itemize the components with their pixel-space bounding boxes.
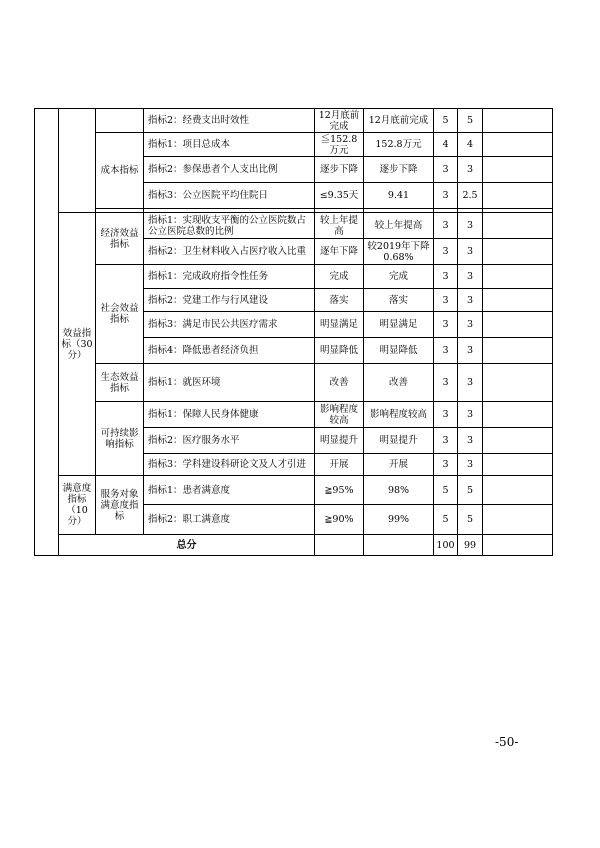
note-cell bbox=[483, 338, 553, 364]
indicator-cell: 指标2：职工满意度 bbox=[144, 505, 315, 535]
indicator-cell: 指标1：完成政府指令性任务 bbox=[144, 265, 315, 289]
weight-cell: 5 bbox=[434, 505, 458, 535]
score-cell: 3 bbox=[458, 428, 483, 454]
weight-cell: 3 bbox=[434, 312, 458, 338]
score-cell: 3 bbox=[458, 213, 483, 239]
subgroup-label-sustainable: 可持续影响指标 bbox=[96, 402, 144, 476]
table-row bbox=[35, 109, 553, 133]
note-cell bbox=[483, 364, 553, 402]
indicator-cell: 指标3：学科建设科研论文及人才引进 bbox=[144, 454, 315, 476]
indicator-cell: 指标1：保障人民身体健康 bbox=[144, 402, 315, 428]
target-cell bbox=[315, 535, 364, 556]
target-cell: 落实 bbox=[315, 289, 364, 312]
weight-cell: 3 bbox=[434, 183, 458, 209]
actual-cell: 改善 bbox=[364, 364, 434, 402]
score-cell: 3 bbox=[458, 402, 483, 428]
target-cell: 开展 bbox=[315, 454, 364, 476]
indicator-cell: 指标2：卫生材料收入占医疗收入比重 bbox=[144, 239, 315, 265]
actual-cell: 98% bbox=[364, 476, 434, 505]
weight-cell: 3 bbox=[434, 265, 458, 289]
note-cell bbox=[483, 454, 553, 476]
target-cell: ≧90% bbox=[315, 505, 364, 535]
weight-cell: 5 bbox=[434, 109, 458, 133]
note-cell bbox=[483, 505, 553, 535]
weight-cell: 3 bbox=[434, 239, 458, 265]
indicator-cell: 指标4：降低患者经济负担 bbox=[144, 338, 315, 364]
note-cell bbox=[483, 265, 553, 289]
actual-cell: 落实 bbox=[364, 289, 434, 312]
table-row bbox=[35, 364, 553, 402]
target-cell: 改善 bbox=[315, 364, 364, 402]
outer-blank-cell bbox=[35, 109, 59, 556]
score-cell: 3 bbox=[458, 454, 483, 476]
actual-cell: 明显降低 bbox=[364, 338, 434, 364]
actual-cell: 明显满足 bbox=[364, 312, 434, 338]
note-cell bbox=[483, 183, 553, 209]
indicator-cell: 指标2：参保患者个人支出比例 bbox=[144, 157, 315, 183]
weight-cell: 3 bbox=[434, 428, 458, 454]
note-cell bbox=[483, 535, 553, 556]
target-cell: 逐年下降 bbox=[315, 239, 364, 265]
note-cell bbox=[483, 109, 553, 133]
score-cell: 4 bbox=[458, 133, 483, 157]
target-cell: 逐步下降 bbox=[315, 157, 364, 183]
target-cell: 明显满足 bbox=[315, 312, 364, 338]
actual-cell bbox=[364, 535, 434, 556]
note-cell bbox=[483, 476, 553, 505]
table-row bbox=[35, 265, 553, 289]
subgroup-label-economic: 经济效益指标 bbox=[96, 213, 144, 265]
group-label-satisfaction: 满意度指标（10分） bbox=[59, 476, 96, 535]
note-cell bbox=[483, 312, 553, 338]
actual-cell: 99% bbox=[364, 505, 434, 535]
indicator-cell: 指标3：满足市民公共医疗需求 bbox=[144, 312, 315, 338]
score-cell: 5 bbox=[458, 109, 483, 133]
group-blank-cell bbox=[59, 109, 96, 213]
table-row bbox=[35, 133, 553, 157]
score-cell: 3 bbox=[458, 157, 483, 183]
actual-cell: 开展 bbox=[364, 454, 434, 476]
target-cell: ≤9.35天 bbox=[315, 183, 364, 209]
target-cell: 完成 bbox=[315, 265, 364, 289]
subgroup-label-social: 社会效益指标 bbox=[96, 265, 144, 364]
target-cell: 明显降低 bbox=[315, 338, 364, 364]
score-cell: 5 bbox=[458, 505, 483, 535]
weight-cell: 3 bbox=[434, 364, 458, 402]
score-cell: 2.5 bbox=[458, 183, 483, 209]
indicator-cell: 指标2：经费支出时效性 bbox=[144, 109, 315, 133]
actual-cell: 9.41 bbox=[364, 183, 434, 209]
subgroup-label-cost: 成本指标 bbox=[96, 133, 144, 209]
weight-cell: 3 bbox=[434, 157, 458, 183]
note-cell bbox=[483, 402, 553, 428]
target-cell: 较上年提高 bbox=[315, 213, 364, 239]
total-row bbox=[35, 535, 553, 556]
indicator-cell: 指标1：患者满意度 bbox=[144, 476, 315, 505]
note-cell bbox=[483, 213, 553, 239]
performance-indicator-table bbox=[34, 108, 553, 556]
subgroup-blank-cell bbox=[96, 109, 144, 133]
indicator-cell: 指标3：公立医院平均住院日 bbox=[144, 183, 315, 209]
score-cell: 3 bbox=[458, 239, 483, 265]
score-cell: 3 bbox=[458, 265, 483, 289]
weight-cell: 3 bbox=[434, 213, 458, 239]
note-cell bbox=[483, 133, 553, 157]
weight-cell: 3 bbox=[434, 338, 458, 364]
total-weight: 100 bbox=[434, 535, 458, 556]
page-number: -50- bbox=[495, 735, 519, 749]
weight-cell: 3 bbox=[434, 402, 458, 428]
score-cell: 3 bbox=[458, 289, 483, 312]
weight-cell: 5 bbox=[434, 476, 458, 505]
actual-cell: 明显提升 bbox=[364, 428, 434, 454]
table-row bbox=[35, 476, 553, 505]
score-cell: 3 bbox=[458, 364, 483, 402]
score-cell: 3 bbox=[458, 338, 483, 364]
score-cell: 5 bbox=[458, 476, 483, 505]
target-cell: ≦152.8万元 bbox=[315, 133, 364, 157]
indicator-cell: 指标2：党建工作与行风建设 bbox=[144, 289, 315, 312]
subgroup-label-service: 服务对象满意度指标 bbox=[96, 476, 144, 535]
actual-cell: 较上年提高 bbox=[364, 213, 434, 239]
actual-cell: 完成 bbox=[364, 265, 434, 289]
indicator-cell: 指标1：实现收支平衡的公立医院数占公立医院总数的比例 bbox=[144, 213, 315, 239]
target-cell: 明显提升 bbox=[315, 428, 364, 454]
target-cell: 影响程度较高 bbox=[315, 402, 364, 428]
note-cell bbox=[483, 157, 553, 183]
total-label: 总分 bbox=[59, 535, 315, 556]
weight-cell: 3 bbox=[434, 454, 458, 476]
weight-cell: 3 bbox=[434, 289, 458, 312]
total-score: 99 bbox=[458, 535, 483, 556]
target-cell: 12月底前完成 bbox=[315, 109, 364, 133]
target-cell: ≧95% bbox=[315, 476, 364, 505]
actual-cell: 较2019年下降0.68% bbox=[364, 239, 434, 265]
group-label-benefit: 效益指标（30分） bbox=[59, 213, 96, 476]
note-cell bbox=[483, 428, 553, 454]
note-cell bbox=[483, 289, 553, 312]
actual-cell: 逐步下降 bbox=[364, 157, 434, 183]
actual-cell: 影响程度较高 bbox=[364, 402, 434, 428]
indicator-cell: 指标2：医疗服务水平 bbox=[144, 428, 315, 454]
table-row bbox=[35, 213, 553, 239]
actual-cell: 12月底前完成 bbox=[364, 109, 434, 133]
table-row bbox=[35, 402, 553, 428]
indicator-cell: 指标1：项目总成本 bbox=[144, 133, 315, 157]
actual-cell: 152.8万元 bbox=[364, 133, 434, 157]
indicator-cell: 指标1：就医环境 bbox=[144, 364, 315, 402]
score-cell: 3 bbox=[458, 312, 483, 338]
weight-cell: 4 bbox=[434, 133, 458, 157]
note-cell bbox=[483, 239, 553, 265]
subgroup-label-ecological: 生态效益指标 bbox=[96, 364, 144, 402]
